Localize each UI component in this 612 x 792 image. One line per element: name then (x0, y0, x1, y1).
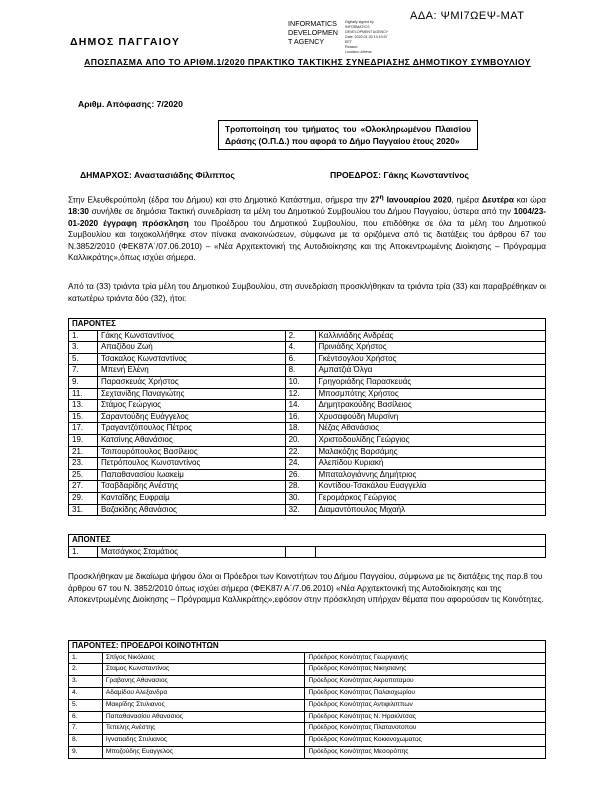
table-cell (285, 546, 315, 558)
table-cell: Τραγαντζόπουλος Πέτρος (97, 423, 285, 435)
table-cell: Ματσάγκος Σταμάτιος (97, 546, 285, 558)
digital-signature (345, 20, 400, 55)
table-cell: Καλλινιάδης Ανδρέας (315, 330, 546, 342)
table-row (69, 492, 546, 504)
table-cell: 21. (69, 446, 98, 458)
table-row (69, 664, 546, 676)
table-row (69, 365, 546, 377)
para-text: και ώρα (513, 195, 547, 205)
signature-line: Digitally signed by (345, 20, 374, 24)
table-cell: Χρυσαφούδη Μυρσίνη (315, 411, 546, 423)
table-cell: 28. (285, 481, 315, 493)
table-cell: 15. (69, 411, 98, 423)
table-cell: 3. (69, 676, 103, 688)
table-cell (315, 546, 545, 558)
table-cell: 1. (69, 330, 98, 342)
table-cell: Παπαθανασίου Αθανασιος (102, 711, 305, 723)
table-row (69, 434, 546, 446)
table-row (69, 330, 546, 342)
presidents-paragraph: Προσκλήθηκαν με δικαίωμα ψήφου όλοι οι Πρόεδροι των Κοινοτήτων του Δήμου Παγγαίου, σύμφωνα με τις διατάξεις της παρ.8 του άρθρου 67 του Ν. 3852/2010 όπως ισχύει σήμερα (ΦΕΚ87/ Α΄/7.06.2010) «Νέα Αρχιτεκτονική της Αυτοδιοίκησης και της Αποκεντρωμένης Διοίκησης – Πρόγραμμα Καλλικράτης»,εφόσον στην πρόσκληση υπήρχαν θέματα που αφορούσαν τις Κοινότητες. (68, 572, 544, 604)
logo-line: INFORMATICS (288, 19, 337, 28)
table-cell: Μαλακόζης Βαρσάμης (315, 446, 546, 458)
invitation-number: 1004/23-01-2020 έγγραφη πρόσκληση (68, 207, 546, 228)
table-cell: 17. (69, 423, 98, 435)
informatics-logo (288, 19, 348, 46)
table-cell: 5. (69, 699, 103, 711)
table-cell: 9. (69, 376, 98, 388)
para-text: συνήλθε σε δημόσια Τακτική συνεδρίαση τα μέλη του Δημοτικού Συμβουλίου του Δήμου Παγγαίου, ύστερα από την (88, 207, 514, 217)
table-cell: Δημητρακούδης Βασίλειος (315, 400, 546, 412)
table-cell: Διαμαντόπουλος Μιχαήλ (315, 504, 546, 516)
table-cell: Τσαβδαρίδης Ανέστης (97, 481, 285, 493)
table-cell: Γκέντσογλου Χρήστος (315, 353, 546, 365)
table-row (69, 711, 546, 723)
table-cell: Βαζακίδης Αθανάσιος (97, 504, 285, 516)
table-row (69, 723, 546, 735)
table-cell: 25. (69, 469, 98, 481)
table-row (69, 458, 546, 470)
present-members-table (68, 318, 546, 516)
table-cell: Νέζας Αθανάσιος (315, 423, 546, 435)
table-row (69, 376, 546, 388)
table-cell: Πρόεδρος Κοινότητας Πλατανοτοπου (305, 723, 546, 735)
table-row (69, 546, 546, 558)
table-cell: Πρόεδρος Κοινότητας Μεσορόπης (305, 746, 546, 758)
table-row (69, 746, 546, 758)
table-cell: Μποζούδης Ευαγγελος (102, 746, 305, 758)
table-cell: Σπίγος Νικόλαος (102, 652, 305, 664)
table-cell: 26. (285, 469, 315, 481)
table-cell: Μπενή Ελένη (97, 365, 285, 377)
table-cell: 22. (285, 446, 315, 458)
intro-paragraph (68, 192, 546, 264)
table-cell: 19. (69, 434, 98, 446)
date-month: Ιανουαρίου 2020 (386, 195, 452, 205)
table-cell: Παπαθανασίου Ιωακείμ (97, 469, 285, 481)
para-text: , ημέρα (451, 195, 482, 205)
mayor-line (80, 170, 235, 180)
table-cell: 6. (69, 711, 103, 723)
table-cell: Γραβανης Αθανασιος (102, 676, 305, 688)
signature-line: Reason: (345, 45, 359, 49)
table-cell: 18. (285, 423, 315, 435)
table-cell: 7. (69, 723, 103, 735)
table-cell: 20. (285, 434, 315, 446)
table-cell: Πρόεδρος Κοινότητας Παλαιοχωρίου (305, 687, 546, 699)
table-cell: Γρηγοριάδης Παρασκευάς (315, 376, 546, 388)
community-presidents-table (68, 640, 546, 759)
table-cell: Σαραντούδης Ευάγγελος (97, 411, 285, 423)
signature-line: INFORMATICS (345, 25, 370, 29)
table-row (69, 446, 546, 458)
document-heading: ΑΠΟΣΠΑΣΜΑ ΑΠΟ ΤΟ ΑΡΙΘΜ.1/2020 ΠΡΑΚΤΙΚΟ ΤΑΚΤΙΚΗΣ ΣΥΝΕΔΡΙΑΣΗΣ ΔΗΜΟΤΙΚΟΥ ΣΥΜΒΟΥΛΙΟΥ (84, 57, 531, 67)
absent-members-table (68, 534, 546, 558)
table-cell: Αλεπίδου Κυριακή (315, 458, 546, 470)
decision-number: Αριθμ. Απόφασης: 7/2020 (78, 99, 183, 109)
table-row (69, 342, 546, 354)
table-cell: 11. (69, 388, 98, 400)
table-row (69, 353, 546, 365)
para-text: του Προέδρου του Δημοτικού Συμβουλίου, που επιδόθηκε σε όλα τα μέλη του Δημοτικού Συμβουλίου και τοιχοκολλήθηκε στον πίνακα ανακοινώσεων, σύμφωνα με τα οριζόμενα από τις διατάξεις του άρθρου 67 του Ν.3852/2010 (ΦΕΚ87Α΄/07.06.2010) – «Νέα Αρχιτεκτονική της Αυτοδιοίκησης και της Αποκεντρωμένης Διοίκησης – Πρόγραμμα Καλλικράτης»,όπως ισχύει σήμερα. (68, 218, 546, 263)
table-cell: 4. (285, 342, 315, 354)
table-row (69, 504, 546, 516)
table-cell: 5. (69, 353, 98, 365)
weekday: Δευτέρα (481, 195, 514, 205)
table-cell: Μποσμπότης Χρήστος (315, 388, 546, 400)
table-cell: 31. (69, 504, 98, 516)
table-row (69, 735, 546, 747)
president-line (330, 170, 469, 180)
table-row (69, 652, 546, 664)
logo-line: DEVELOPMEN (288, 28, 338, 37)
table-cell: 16. (285, 411, 315, 423)
mayor-label: ΔΗΜΑΡΧΟΣ: Αναστασιάδης Φίλιππος (80, 170, 235, 180)
table-cell: Σταμος Κωνσταντίνος (102, 664, 305, 676)
table-cell: Παρασκευάς Χρήστος (97, 376, 285, 388)
table-row (69, 676, 546, 688)
table-cell: Γερομάρκος Γεώργιος (315, 492, 546, 504)
attendance-paragraph: Από τα (33) τριάντα τρία μέλη του Δημοτικού Συμβουλίου, στη συνεδρίαση προσκλήθηκαν τα τριάντα τρία (33) και παραβρέθηκαν οι κατωτέρω τριάντα δύο (32), ήτοι: (68, 282, 546, 303)
table-cell: Πρόεδρος Κοινότητας Αντιφιλιππων (305, 699, 546, 711)
table-row (69, 469, 546, 481)
meeting-time: 18:30 (68, 207, 89, 217)
table-cell: 10. (285, 376, 315, 388)
table-cell: Μπαταλογιάννης Δημήτριος (315, 469, 546, 481)
table-cell: Πρόεδρος Κοινότητας Ακροποταμου (305, 676, 546, 688)
table-cell: Πρόεδρος Κοινότητας Ν. Ηρακλιτσας (305, 711, 546, 723)
table-cell: Χριστοδουλίδης Γεώργιος (315, 434, 546, 446)
municipality-title: ΔΗΜΟΣ ΠΑΓΓΑΙΟΥ (70, 36, 181, 48)
signature-line: DEVELOPMENT AGENCY (345, 30, 389, 34)
table-cell: 2. (285, 330, 315, 342)
table-cell: 1. (69, 652, 103, 664)
date-suffix: η (379, 194, 384, 201)
president-label: ΠΡΟΕΔΡΟΣ: Γάκης Κωνσταντίνος (330, 170, 470, 180)
subject-box: Τροποποίηση του τμήματος του «Ολοκληρωμένου Πλαισίου Δράσης (Ο.Π.Δ.) που αφορά το Δήμο Παγγαίου έτους 2020» (218, 120, 478, 150)
table-cell: Πρινιάδης Χρήστος (315, 342, 546, 354)
signature-line: Date: 2020.01.30 13:19:57 (345, 35, 388, 39)
table-cell: Αμπατζιά Όλγα (315, 365, 546, 377)
table-cell: Γάκης Κωνσταντίνος (97, 330, 285, 342)
table-title: ΠΑΡΟΝΤΕΣ (69, 319, 546, 331)
table-cell: Πρόεδρος Κοινότητας Κοκκινοχωματος (305, 735, 546, 747)
table-cell: Ιγνατιαδης Στυλιανος (102, 735, 305, 747)
table-row (69, 481, 546, 493)
table-cell: Κατσίνης Αθανάσιος (97, 434, 285, 446)
table-cell: Τεπελης Ανέστης (102, 723, 305, 735)
table-cell: Κανταΐδης Ευφραίμ (97, 492, 285, 504)
table-cell: 7. (69, 365, 98, 377)
signature-line: Location: Athens (345, 50, 372, 54)
table-cell: 9. (69, 746, 103, 758)
table-cell: Κοντίδου-Τσακάλου Ευαγγελία (315, 481, 546, 493)
table-cell: Μακρίδης Στυλιανος (102, 699, 305, 711)
para-text: Στην Ελευθερούπολη (έδρα του Δήμου) και στο Δημοτικό Κατάστημα, σήμερα την (68, 195, 371, 205)
table-row (69, 400, 546, 412)
date-day: 27 (370, 195, 380, 205)
table-cell: 32. (285, 504, 315, 516)
table-cell: 1. (69, 546, 98, 558)
table-title: ΑΠΟΝΤΕΣ (69, 535, 546, 547)
table-cell: 24. (285, 458, 315, 470)
table-cell: 29. (69, 492, 98, 504)
table-row (69, 687, 546, 699)
table-cell: Σεχτανίδης Παναγιώτης (97, 388, 285, 400)
table-cell: Τσακαλος Κωνσταντίνος (97, 353, 285, 365)
table-cell: 14. (285, 400, 315, 412)
table-cell: Απαζίδου Ζωή (97, 342, 285, 354)
table-cell: 30. (285, 492, 315, 504)
table-cell: 6. (285, 353, 315, 365)
table-cell: Τσιπουρόπουλος Βασίλειος (97, 446, 285, 458)
table-cell: Αδαμίδου Αλεξανδρα (102, 687, 305, 699)
ada-code: ΑΔΑ: ΨΜΙ7ΩΕΨ-ΜΑΤ (410, 10, 525, 22)
table-row (69, 423, 546, 435)
table-row (69, 388, 546, 400)
table-cell: 12. (285, 388, 315, 400)
table-cell: 4. (69, 687, 103, 699)
table-cell: 27. (69, 481, 98, 493)
table-cell: Πετρόπουλος Κωνσταντίνος (97, 458, 285, 470)
table-cell: Πρόεδρος Κοινότητας Νικησιανης (305, 664, 546, 676)
table-row (69, 411, 546, 423)
table-cell: Στάμος Γεώργιος (97, 400, 285, 412)
logo-line: T AGENCY (288, 37, 325, 46)
table-title: ΠΑΡΟΝΤΕΣ: ΠΡΟΕΔΡΟΙ ΚΟΙΝΟΤΗΤΩΝ (69, 641, 546, 653)
table-cell: 8. (285, 365, 315, 377)
table-cell: 13. (69, 400, 98, 412)
table-cell: 2. (69, 664, 103, 676)
table-cell: 3. (69, 342, 98, 354)
table-cell: 8. (69, 735, 103, 747)
table-cell: Πρόεδρος Κοινότητας Γεωργιανής (305, 652, 546, 664)
signature-line: EET (345, 40, 352, 44)
table-row (69, 699, 546, 711)
table-cell: 23. (69, 458, 98, 470)
